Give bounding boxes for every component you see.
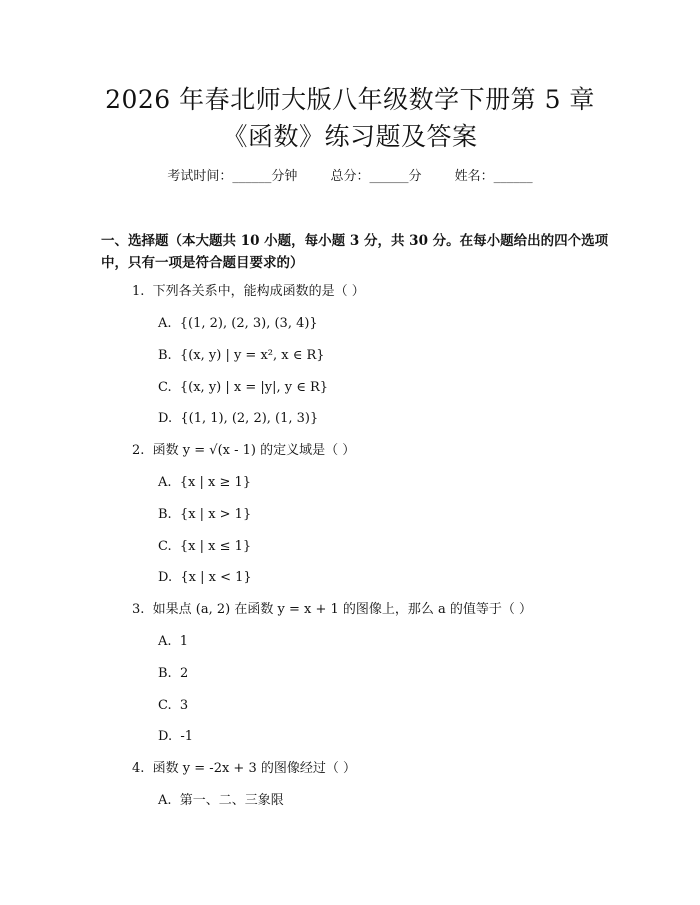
question-option: B. {(x, y) | y = x², x ∈ R}: [158, 348, 325, 363]
document-title-line-1: 2026 年春北师大版八年级数学下册第 5 章: [105, 85, 595, 114]
question-option: B. 2: [158, 666, 189, 681]
question-stem: 1. 下列各关系中，能构成函数的是（ ）: [132, 284, 365, 299]
question-stem: 3. 如果点 (a, 2) 在函数 y = x + 1 的图像上，那么 a 的值等于（ ）: [132, 602, 533, 617]
question-option: D. {x | x < 1}: [158, 570, 252, 585]
question-option: A. {x | x ≥ 1}: [158, 475, 252, 490]
question-option: A. 1: [158, 634, 189, 649]
question-option: C. {x | x ≤ 1}: [158, 539, 252, 554]
question-option: A. 第一、二、三象限: [158, 793, 284, 808]
question-option: C. 3: [158, 698, 189, 713]
exam-time-label: 考试时间：______分钟: [167, 169, 298, 184]
question-option: D. {(1, 1), (2, 2), (1, 3)}: [158, 411, 319, 426]
question-option: A. {(1, 2), (2, 3), (3, 4)}: [158, 316, 318, 331]
total-score-label: 总分：______分: [330, 169, 422, 184]
question-option: D. -1: [158, 729, 194, 744]
document-title-line-2: 《函数》练习题及答案: [222, 122, 478, 151]
question-stem: 2. 函数 y = √(x - 1) 的定义域是（ ）: [132, 443, 356, 458]
question-stem: 4. 函数 y = -2x + 3 的图像经过（ ）: [132, 761, 356, 776]
question-option: C. {(x, y) | x = |y|, y ∈ R}: [158, 380, 329, 395]
section-heading: 一、选择题（本大题共 10 小题，每小题 3 分，共 30 分。在每小题给出的四个选项中，只有一项是符合题目要求的）: [101, 233, 609, 271]
name-label: 姓名：______: [454, 169, 533, 184]
exam-info: [0, 168, 700, 186]
question-option: B. {x | x > 1}: [158, 507, 252, 522]
